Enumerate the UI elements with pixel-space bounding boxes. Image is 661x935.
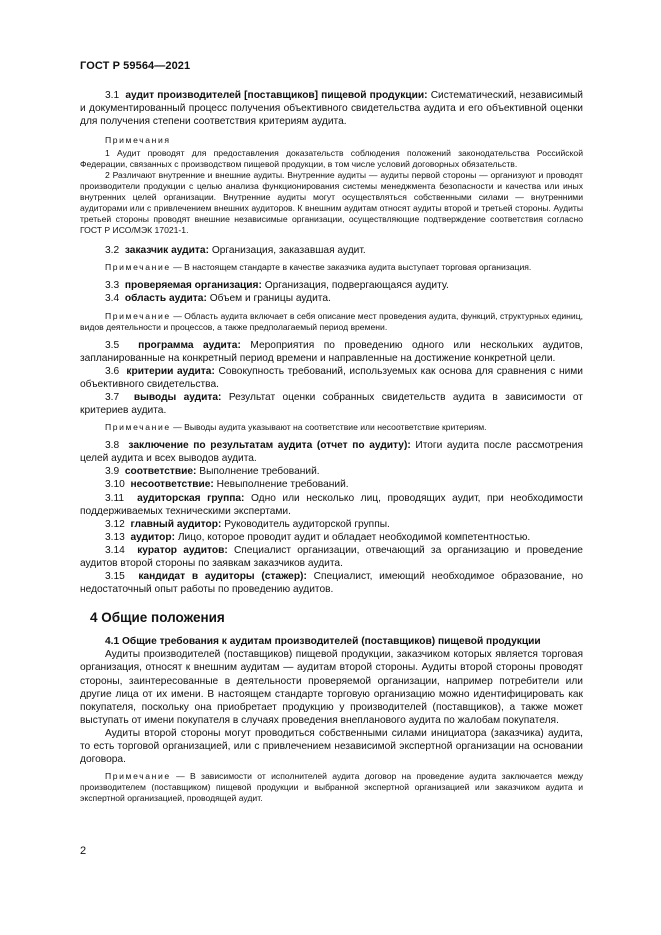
term-definition: Руководитель аудиторской группы. <box>224 518 390 530</box>
term-name: заказчик аудита: <box>124 245 209 257</box>
page-number: 2 <box>80 845 87 857</box>
note-4-1: Примечание — В зависимости от исполнителей аудита договор на проведение аудита заключается между производителем (поставщиком) пищевой продукции и выбранной экспертной организацией или заказчиком аудита и экспертной организацией, проводящей аудит. <box>80 771 583 804</box>
term-name: несоответствие: <box>130 479 214 491</box>
term-definition: Выполнение требований. <box>199 466 320 478</box>
term-definition: Одно или несколько лиц, проводящих аудит, при необходимости поддерживаемых техническими экспертами. <box>80 492 583 517</box>
term-3-3: 3.3 проверяемая организация: Организация, подвергающаяся аудиту. <box>105 280 449 292</box>
term-name: соответствие: <box>124 466 197 478</box>
term-3-2: 3.2 заказчик аудита: Организация, заказавшая аудит. <box>105 245 366 257</box>
term-3-7: 3.7 выводы аудита: Результат оценки собранных свидетельств аудита в зависимости от критериев аудита. <box>80 391 583 417</box>
term-definition: Специалист организации, отвечающий за организацию и проведение аудитов второй стороны по заявкам заказчиков аудита. <box>80 544 583 569</box>
document-body <box>80 89 583 810</box>
term-3-14: 3.14 куратор аудитов: Специалист организации, отвечающий за организацию и проведение аудитов второй стороны по заявкам заказчиков аудита. <box>80 544 583 569</box>
term-name: критерии аудита: <box>126 365 215 377</box>
term-definition: Невыполнение требований. <box>216 479 349 491</box>
note-3-1-2: 2 Различают внутренние и внешние аудиты. Внутренние аудиты — аудиты первой стороны — организуют и проводят производители продукции с целью анализа функционирования системы менеджмента безопасности и качества или иных внутренних целей организации. Внутренние аудиты могут осуществляться собственными силами — внутренними аудиторами или с привлечением внешних аудиторов. К внешним аудитам относят аудиты второй и третьей стороны. Аудиты третьей стороны проводят внешние независимые организации, осуществляющие подтверждение соответствия согласно ГОСТ Р ИСО/МЭК 17021-1. <box>80 170 583 236</box>
section-4-1-paragraph-2: Аудиты второй стороны могут проводиться собственными силами инициатора (заказчика) аудита, то есть торговой организацией, или с привлечением независимой экспертной организации на основании договора. <box>80 727 583 766</box>
term-3-13: 3.13 аудитор: Лицо, которое проводит аудит и обладает необходимой компетентностью. <box>105 531 531 543</box>
note-3-4: Примечание — Область аудита включает в себя описание мест проведения аудита, функций, структурных единиц, видов деятельности и процессов, а также предполагаемый период времени. <box>80 310 584 332</box>
term-definition: Организация, подвергающаяся аудиту. <box>264 280 449 292</box>
term-3-10: 3.10 несоответствие: Невыполнение требований. <box>105 479 349 491</box>
term-definition: Результат оценки собранных свидетельств аудита в зависимости от критериев аудита. <box>80 391 583 417</box>
term-3-11: 3.11 аудиторская группа: Одно или несколько лиц, проводящих аудит, при необходимости поддерживаемых техническими экспертами. <box>80 492 583 517</box>
standard-code-header: ГОСТ Р 59564—2021 <box>80 60 191 72</box>
section-4-1-paragraph-1: Аудиты производителей (поставщиков) пищевой продукции, заказчиком которых является торговая организация, относят к внешним аудитам — аудитам второй стороны. Аудиты второй стороны проводят стороны, заинтересованные в деятельности проверяемой организации, например потребители или другие лица от их имени. В настоящем стандарте торговую организацию можно идентифицировать как покупателя, поскольку она приобретает продукцию у производителей (поставщиков), а также может выступать от имени покупателя в случаях проведения внепланового аудита по жалобам покупателя. <box>80 649 583 726</box>
term-definition: Систематический, независимый и документированный процесс получения объективного свидетельства аудита и его объективной оценки для получения степени соответствия критериям аудита. <box>80 90 583 128</box>
term-name: область аудита: <box>124 293 207 305</box>
term-definition: Лицо, которое проводит аудит и обладает необходимой компетентностью. <box>177 531 531 543</box>
term-3-5: 3.5 программа аудита: Мероприятия по проведению одного или нескольких аудитов, запланированные на конкретный период времени и направленные на достижение конкретной цели. <box>80 339 583 364</box>
term-3-15: 3.15 кандидат в аудиторы (стажер): Специалист, имеющий необходимое образование, но недостаточный опыт работы по проведению аудитов. <box>80 571 583 596</box>
note-3-1-1: 1 Аудит проводят для предоставления доказательств соблюдения положений законодательства Российской Федерации, связанных с производством пищевой продукции, в том числе условий договорных обязательств. <box>80 148 583 170</box>
note-3-2: Примечание — В настоящем стандарте в качестве заказчика аудита выступает торговая организация. <box>105 262 532 273</box>
term-name: аудитор: <box>130 531 176 543</box>
term-definition: Мероприятия по проведению одного или нескольких аудитов, запланированные на конкретный период времени и направленные на достижение конкретной цели. <box>80 339 583 364</box>
term-name: заключение по результатам аудита (отчет по аудиту): <box>128 440 411 452</box>
term-name: аудит производителей [поставщиков] пищевой продукции: <box>125 90 428 101</box>
term-definition: Объем и границы аудита. <box>209 293 331 305</box>
term-name: главный аудитор: <box>130 518 222 530</box>
term-definition: Организация, заказавшая аудит. <box>211 245 366 257</box>
term-3-4: 3.4 область аудита: Объем и границы аудита. <box>105 293 331 305</box>
note-3-7: Примечание — Выводы аудита указывают на соответствие или несоответствие критериям. <box>105 422 487 433</box>
term-3-8: 3.8 заключение по результатам аудита (отчет по аудиту): Итоги аудита после рассмотрения целей аудита и всех выводов аудита. <box>80 440 583 465</box>
term-definition: Специалист, имеющий необходимое образование, но недостаточный опыт работы по проведению аудитов. <box>80 571 583 596</box>
term-name: куратор аудитов: <box>137 544 228 556</box>
term-name: выводы аудита: <box>133 391 222 403</box>
notes-heading: Примечания <box>105 135 171 146</box>
term-name: аудиторская группа: <box>137 492 245 504</box>
subsection-4-1-title: 4.1 Общие требования к аудитам производителей (поставщиков) пищевой продукции <box>105 636 541 648</box>
term-3-6: 3.6 критерии аудита: Совокупность требований, используемых как основа для сравнения с ними объективного свидетельства. <box>80 365 583 390</box>
term-3-9: 3.9 соответствие: Выполнение требований. <box>105 466 320 478</box>
term-definition: Совокупность требований, используемых как основа для сравнения с ними объективного свидетельства. <box>80 365 583 390</box>
term-3-12: 3.12 главный аудитор: Руководитель аудиторской группы. <box>105 518 390 530</box>
section-4-title: 4 Общие положения <box>90 610 225 626</box>
term-name: программа аудита: <box>138 339 241 351</box>
term-3-1: 3.1 аудит производителей [поставщиков] пищевой продукции: Систематический, независимый и документированный процесс получения объективного свидетельства аудита и его объективной оценки для получения степени соответствия критериям аудита. <box>80 90 583 128</box>
term-name: проверяемая организация: <box>124 280 262 292</box>
term-definition: Итоги аудита после рассмотрения целей аудита и всех выводов аудита. <box>80 440 583 465</box>
term-name: кандидат в аудиторы (стажер): <box>138 571 307 583</box>
